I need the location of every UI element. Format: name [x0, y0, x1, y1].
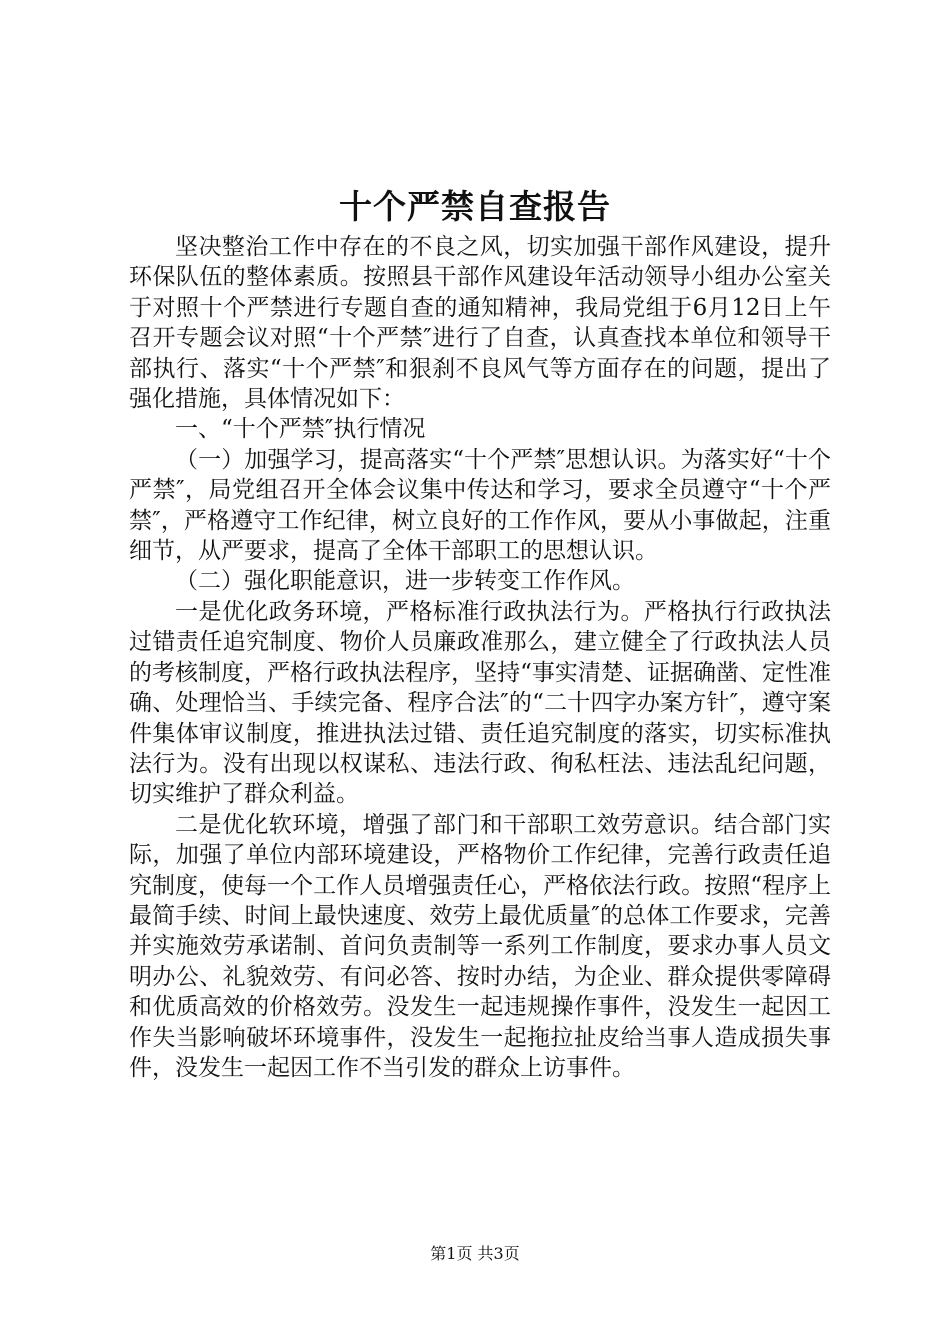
paragraph-intro: 坚决整治工作中存在的不良之风，切实加强干部作风建设，提升环保队伍的整体素质。按照县干部作风建设年活动领导小组办公室关于对照十个严禁进行专题自查的通知精神，我局党组于6月12日上午召开专题会议对照“十个严禁″进行了自查，认真查找本单位和领导干部执行、落实“十个严禁″和狠刹不良风气等方面存在的问题，提出了强化措施，具体情况如下：: [129, 234, 831, 413]
paragraph-soft-environment: 二是优化软环境，增强了部门和干部职工效劳意识。结合部门实际，加强了单位内部环境建设，严格物价工作纪律，完善行政责任追究制度，使每一个工作人员增强责任心，严格依法行政。按照“程序上最简手续、时间上最快速度、效劳上最优质量″的总体工作要求，完善并实施效劳承诺制、首问负责制等一系列工作制度，要求办事人员文明办公、礼貌效劳、有问必答、按时办结，为企业、群众提供零障碍和优质高效的价格效劳。没发生一起违规操作事件，没发生一起因工作失当影响破坏环境事件，没发生一起拖拉扯皮给当事人造成损失事件，没发生一起因工作不当引发的群众上访事件。: [129, 811, 831, 1081]
section-heading-1: 一、“十个严禁″执行情况: [175, 416, 426, 443]
paragraph-government-environment: 一是优化政务环境，严格标准行政执法行为。严格执行行政执法过错责任追究制度、物价人员廉政准那么，建立健全了行政执法人员的考核制度，严格行政执法程序，坚持“事实清楚、证据确凿、定性准确、处理恰当、手续完备、程序合法″的“二十四字办案方针″，遵守案件集体审议制度，推进执法过错、责任追究制度的落实，切实标准执法行为。没有出现以权谋私、违法行政、徇私枉法、违法乱纪问题，切实维护了群众利益。: [129, 598, 831, 808]
paragraph-study: （一）加强学习，提高落实“十个严禁″思想认识。为落实好“十个严禁″，局党组召开全体会议集中传达和学习，要求全员遵守“十个严禁″，严格遵守工作纪律，树立良好的工作作风，要从小事做起，注重细节，从严要求，提高了全体干部职工的思想认识。: [129, 446, 831, 565]
subsection-heading-2: （二）强化职能意识，进一步转变工作作风。: [175, 568, 635, 595]
document-title: 十个严禁自查报告: [339, 187, 611, 226]
document-body: [129, 232, 831, 1083]
page-number-footer: 第1页 共3页: [430, 1244, 520, 1263]
